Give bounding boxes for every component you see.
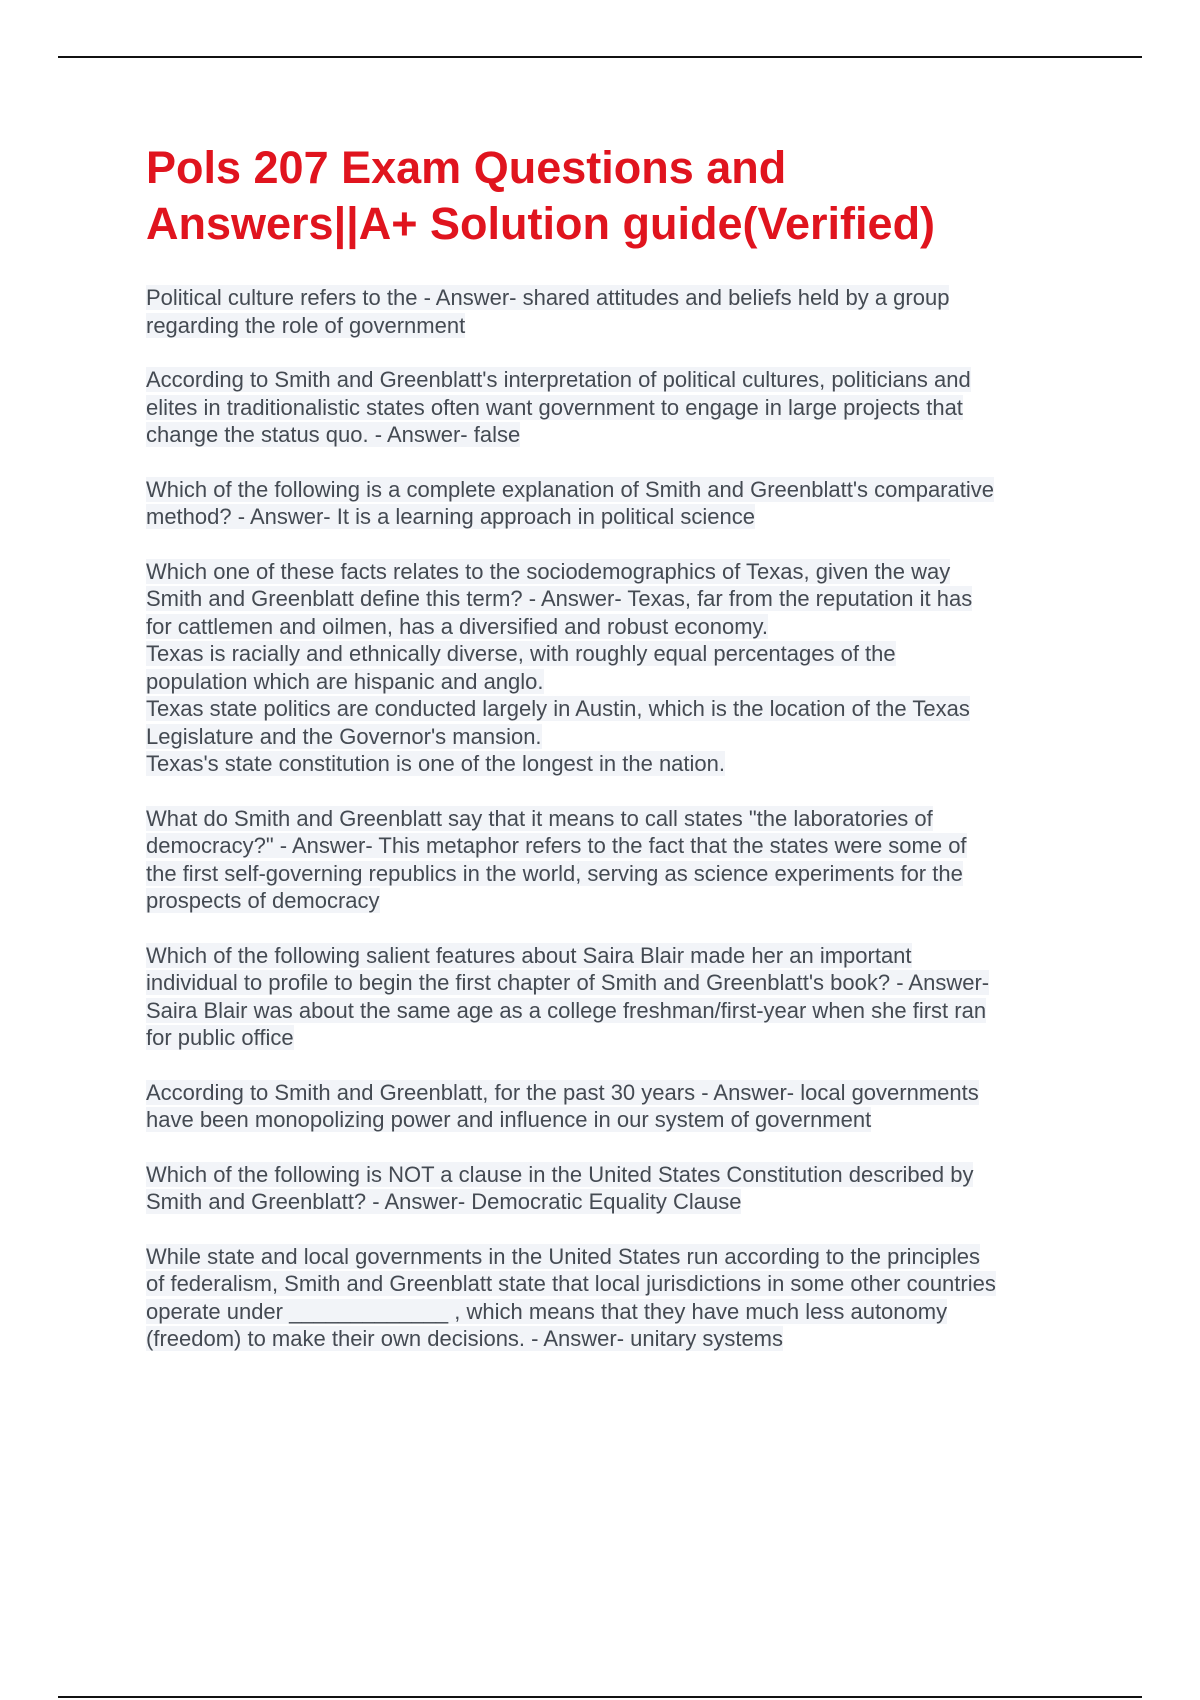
qa-line-text: the first self-governing republics in the world, serving as science experiments for the: [146, 860, 963, 886]
qa-line: [146, 640, 1086, 668]
qa-line-text: Texas's state constitution is one of the longest in the nation.: [146, 751, 726, 776]
qa-item: [146, 284, 1086, 339]
qa-line: [146, 1188, 1086, 1216]
qa-line-text: Texas is racially and ethnically diverse, with roughly equal percentages of the: [146, 641, 896, 666]
qa-line: [146, 585, 1086, 613]
qa-line: [146, 394, 1086, 422]
qa-line-text: According to Smith and Greenblatt's interpretation of political cultures, politicians and: [146, 367, 971, 392]
qa-line-text: Which of the following salient features about Saira Blair made her an important: [146, 942, 912, 968]
qa-line: [146, 558, 1086, 586]
qa-line: [146, 942, 1086, 970]
qa-line: [146, 860, 1086, 888]
qa-line: [146, 887, 1086, 915]
qa-line-text: Smith and Greenblatt? - Answer- Democratic Equality Clause: [146, 1189, 742, 1214]
qa-line: [146, 476, 1086, 504]
qa-line-text: Texas state politics are conducted largely in Austin, which is the location of the Texas: [146, 696, 970, 721]
qa-line: [146, 1270, 1086, 1298]
qa-item: [146, 476, 1086, 531]
qa-line-text: Political culture refers to the - Answer- shared attitudes and beliefs held by a group: [146, 285, 950, 310]
qa-line-text: While state and local governments in the United States run according to the principles: [146, 1243, 981, 1269]
qa-line: [146, 695, 1086, 723]
bottom-rule: [58, 1696, 1142, 1698]
qa-line: [146, 366, 1086, 394]
qa-line: [146, 832, 1086, 860]
qa-line-text: operate under _____________ , which means that they have much less autonomy: [146, 1298, 948, 1324]
qa-line-text: prospects of democracy: [146, 888, 380, 913]
qa-line: [146, 613, 1086, 641]
qa-line-text: Which one of these facts relates to the sociodemographics of Texas, given the way: [146, 558, 951, 584]
qa-line-text: (freedom) to make their own decisions. - Answer- unitary systems: [146, 1326, 784, 1351]
qa-item: [146, 1243, 1086, 1353]
qa-item: [146, 1161, 1086, 1216]
qa-line: [146, 1298, 1086, 1326]
qa-line-text: Saira Blair was about the same age as a college freshman/first-year when she first ran: [146, 997, 987, 1023]
qa-line: [146, 750, 1086, 778]
qa-line-text: Which of the following is NOT a clause in the United States Constitution described by: [146, 1161, 974, 1187]
qa-line: [146, 668, 1086, 696]
qa-line-text: population which are hispanic and anglo.: [146, 668, 544, 694]
qa-line: [146, 969, 1086, 997]
qa-line-text: What do Smith and Greenblatt say that it means to call states "the laboratories of: [146, 805, 933, 831]
qa-line-text: have been monopolizing power and influence in our system of government: [146, 1107, 872, 1132]
qa-line: [146, 1079, 1086, 1107]
qa-line-text: change the status quo. - Answer- false: [146, 422, 521, 447]
qa-line: [146, 1325, 1086, 1353]
qa-line: [146, 312, 1086, 340]
qa-line: [146, 421, 1086, 449]
qa-line-text: individual to profile to begin the first chapter of Smith and Greenblatt's book? - Answer-: [146, 970, 990, 995]
qa-line-text: According to Smith and Greenblatt, for the past 30 years - Answer- local governments: [146, 1079, 979, 1105]
qa-line-text: Which of the following is a complete explanation of Smith and Greenblatt's comparative: [146, 476, 994, 502]
qa-line: [146, 503, 1086, 531]
qa-line-text: Legislature and the Governor's mansion.: [146, 723, 542, 749]
title-line: Answers||A+ Solution guide(Verified): [146, 198, 936, 249]
qa-line: [146, 284, 1086, 312]
qa-line: [146, 1024, 1086, 1052]
qa-line: [146, 723, 1086, 751]
qa-line: [146, 1161, 1086, 1189]
document-title: [146, 140, 1106, 252]
qa-item: [146, 805, 1086, 915]
qa-line-text: for cattlemen and oilmen, has a diversified and robust economy.: [146, 613, 769, 639]
title-line: Pols 207 Exam Questions and: [146, 142, 787, 193]
qa-item: [146, 942, 1086, 1052]
qa-item: [146, 558, 1086, 778]
qa-line-text: for public office: [146, 1025, 294, 1050]
qa-line-text: method? - Answer- It is a learning approach in political science: [146, 504, 755, 529]
qa-line: [146, 1106, 1086, 1134]
qa-list: [146, 284, 1086, 1380]
qa-line-text: democracy?" - Answer- This metaphor refers to the fact that the states were some of: [146, 833, 967, 858]
qa-line-text: elites in traditionalistic states often want government to engage in large projects that: [146, 394, 963, 420]
qa-line-text: Smith and Greenblatt define this term? - Answer- Texas, far from the reputation it has: [146, 586, 973, 611]
qa-line-text: regarding the role of government: [146, 312, 466, 338]
qa-item: [146, 366, 1086, 449]
top-rule: [58, 56, 1142, 58]
qa-line: [146, 1243, 1086, 1271]
qa-line: [146, 805, 1086, 833]
qa-line-text: of federalism, Smith and Greenblatt state that local jurisdictions in some other countries: [146, 1271, 996, 1296]
qa-item: [146, 1079, 1086, 1134]
qa-line: [146, 997, 1086, 1025]
